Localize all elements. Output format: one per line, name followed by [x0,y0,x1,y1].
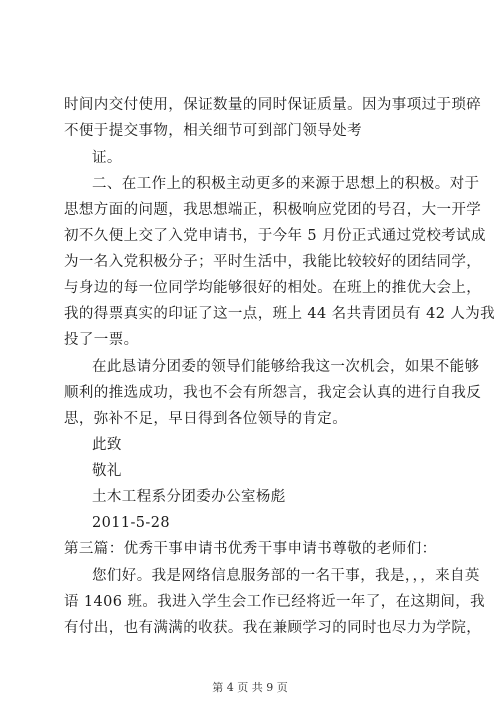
body-line-19: 您们好。我是网络信息服务部的一名干事，我是，，，来自英 [92,568,480,584]
body-line-9: 我的得票真实的印证了这一点，班上 44 名共青团员有 42 人为我 [64,306,496,322]
body-line-10: 投了一票。 [64,332,139,348]
body-line-12: 顺利的推选成功，我也不会有所怨言，我定会认真的进行自我反 [64,385,482,401]
body-line-20: 语 1406 班。我进入学生会工作已经将近一年了，在这期间，我 [64,594,486,610]
page-number-footer: 第 4 页 共 9 页 [212,681,288,694]
body-line-6: 初不久便上交了入党申请书，于今年 5 月份正式通过党校考试成 [64,228,486,244]
body-line-13: 思，弥补不足，早日得到各位领导的肯定。 [64,411,348,427]
body-line-11: 在此恳请分团委的领导们能够给我这一次机会，如果不能够 [92,359,480,375]
body-line-21: 有付出，也有满满的收获。我在兼顾学习的同时也尽力为学院， [64,620,482,636]
body-line-3: 证。 [92,150,122,166]
body-line-1: 时间内交付使用，保证数量的同时保证质量。因为事项过于琐碎 [64,97,482,113]
body-line-7: 为一名入党积极分子；平时生活中，我能比较较好的团结同学， [64,254,482,270]
body-line-8: 与身边的每一位同学均能够很好的相处。在班上的推优大会上， [64,280,482,296]
regards-line: 敬礼 [92,463,122,479]
salutation-line: 此致 [92,437,122,453]
section-heading-line: 第三篇：优秀干事申请书优秀干事申请书尊敬的老师们： [64,541,437,557]
body-line-2: 不便于提交事物，相关细节可到部门领导处考 [64,123,362,139]
body-line-5: 思想方面的问题，我思想端正，积极响应党团的号召，大一开学 [64,202,482,218]
date-line: 2011-5-28 [92,515,170,531]
signature-line: 土木工程系分团委办公室杨彪 [92,489,286,505]
body-line-4: 二、在工作上的积极主动更多的来源于思想上的积极。对于 [92,176,480,192]
